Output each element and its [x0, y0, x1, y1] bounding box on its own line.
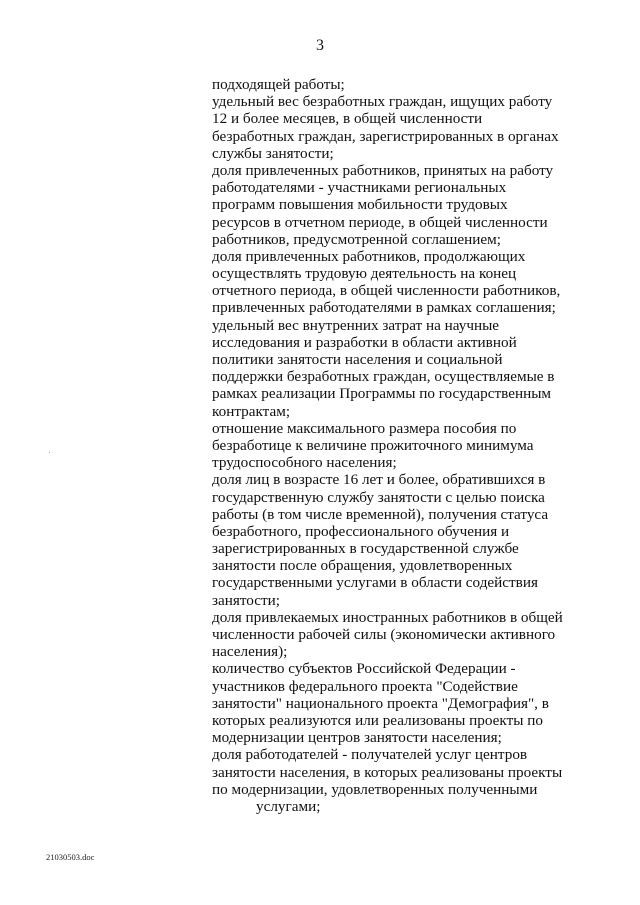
text-line: безработного, профессионального обучения и	[212, 522, 510, 540]
text-line: занятости после обращения, удовлетворенных	[212, 557, 513, 575]
text-line: зарегистрированных в государственной службе	[212, 540, 519, 558]
text-line: службы занятости;	[212, 144, 334, 162]
text-line: государственными услугами в области содействия	[212, 574, 538, 592]
page-number: 3	[316, 37, 324, 54]
text-line: количество субъектов Российской Федерации -	[212, 660, 516, 678]
text-line: по модернизации, удовлетворенных полученными	[212, 780, 538, 798]
text-line: исследования и разработки в области активной	[212, 333, 517, 351]
text-line: участников федерального проекта "Содействие	[212, 677, 518, 695]
text-line: которых реализуются или реализованы проекты по	[212, 711, 543, 729]
text-line: работодателями - участниками региональных	[212, 179, 507, 197]
text-line: контрактам;	[212, 402, 291, 420]
text-line: доля привлеченных работников, принятых на работу	[212, 161, 554, 179]
text-line: отношение максимального размера пособия по	[212, 419, 517, 437]
text-line: доля привлеченных работников, продолжающих	[212, 247, 526, 265]
footer-filename: 21030503.doc	[46, 852, 95, 862]
text-line: поддержки безработных граждан, осуществляемые в	[212, 368, 555, 386]
text-line: отчетного периода, в общей численности работников,	[212, 282, 561, 300]
text-line: доля привлекаемых иностранных работников в общей	[212, 608, 563, 626]
document-body-text	[212, 76, 572, 815]
scan-artifact	[49, 452, 50, 453]
text-line: работы (в том числе временной), получения статуса	[212, 505, 549, 523]
text-line: программ повышения мобильности трудовых	[212, 196, 508, 214]
text-line: ресурсов в отчетном периоде, в общей численности	[212, 213, 548, 231]
text-line: численности рабочей силы (экономически активного	[212, 626, 556, 643]
text-line: работников, предусмотренной соглашением;	[212, 230, 501, 248]
text-line: привлеченных работодателями в рамках соглашения;	[212, 299, 556, 317]
text-line: государственную службу занятости с целью поиска	[212, 488, 545, 506]
text-line: подходящей работы;	[212, 76, 345, 93]
text-line: трудоспособного населения;	[212, 454, 397, 472]
text-line: услугами;	[256, 797, 321, 815]
text-line: удельный вес внутренних затрат на научные	[212, 316, 500, 334]
text-line: осуществлять трудовую деятельность на конец	[212, 265, 517, 283]
text-line: населения);	[212, 643, 288, 661]
text-line: политики занятости населения и социальной	[212, 351, 503, 368]
text-line: доля лиц в возрасте 16 лет и более, обратившихся в	[212, 471, 546, 489]
text-line: занятости населения, в которых реализованы проекты	[212, 763, 563, 781]
text-line: рамках реализации Программы по государственным	[212, 385, 552, 403]
text-line: доля работодателей - получателей услуг центров	[212, 746, 528, 764]
text-line: безработных граждан, зарегистрированных в органах	[212, 127, 559, 145]
text-line: безработице к величине прожиточного минимума	[212, 436, 534, 454]
text-line: 12 и более месяцев, в общей численности	[212, 110, 483, 128]
text-line: занятости" национального проекта "Демография", в	[212, 694, 549, 712]
text-line: занятости;	[212, 591, 280, 609]
text-line: удельный вес безработных граждан, ищущих работу	[212, 93, 553, 111]
text-line: модернизации центров занятости населения;	[212, 729, 502, 747]
